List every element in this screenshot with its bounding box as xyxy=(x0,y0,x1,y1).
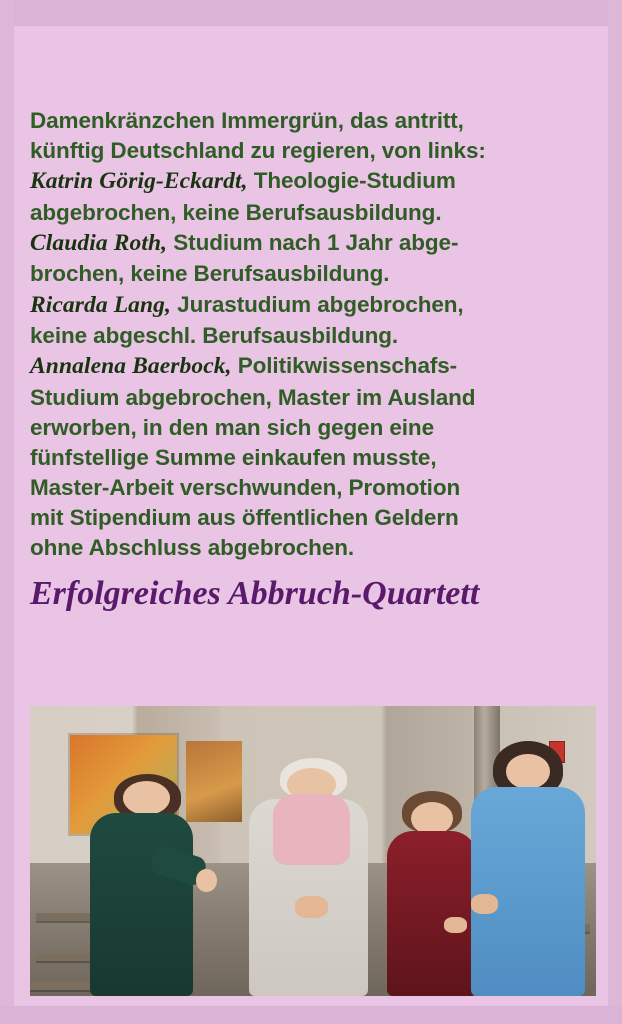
figure-white-coat xyxy=(234,758,387,996)
left-border-band xyxy=(0,0,14,1024)
hand xyxy=(196,869,217,892)
entry-2-line-2: brochen, keine Berufsausbildung. xyxy=(30,261,390,287)
poster-content xyxy=(14,26,608,1006)
entry-4-line-3: erworben, in den man sich gegen eine xyxy=(30,414,434,440)
entry-3-line-1 xyxy=(30,290,604,321)
entry-4-name: Annalena Baerbock, xyxy=(30,353,232,380)
scarf xyxy=(273,794,349,865)
entry-1-desc-1: Theologie-Studium xyxy=(247,168,456,194)
intro-line-2: künftig Deutschland zu regieren, von links: xyxy=(30,138,486,164)
entry-4-line-5: Master-Arbeit verschwunden, Promotion xyxy=(30,475,461,501)
group-photo xyxy=(30,706,596,996)
entry-1-name: Katrin Görig-Eckardt, xyxy=(30,168,248,195)
figure-blue-coat xyxy=(460,741,596,996)
head xyxy=(506,754,549,790)
poster-text-block xyxy=(14,26,608,563)
entry-3-desc-1: Jurastudium abgebrochen, xyxy=(171,291,464,317)
entry-3-name: Ricarda Lang, xyxy=(30,291,172,318)
entry-2-line-1 xyxy=(30,228,604,259)
entry-4-desc-1: Politikwissenschafs- xyxy=(231,353,458,379)
hand xyxy=(471,894,498,914)
entry-2-desc-1: Studium nach 1 Jahr abge- xyxy=(167,229,459,255)
figure-green-dress xyxy=(70,770,217,996)
photo-background xyxy=(30,706,596,996)
entry-4-line-6: mit Stipendium aus öffentlichen Geldern xyxy=(30,505,459,531)
entry-1-line-2: abgebrochen, keine Berufsausbildung. xyxy=(30,199,442,225)
entry-4-line-7: ohne Abschluss abgebrochen. xyxy=(30,535,355,561)
entry-2-name: Claudia Roth, xyxy=(30,229,168,256)
entry-1-line-1 xyxy=(30,166,604,197)
body xyxy=(90,813,193,996)
head xyxy=(123,781,170,815)
entry-4-line-2: Studium abgebrochen, Master im Ausland xyxy=(30,384,476,410)
body xyxy=(471,787,585,996)
intro-line-1: Damenkränzchen Immergrün, das antritt, xyxy=(30,108,464,133)
entry-4-line-1 xyxy=(30,351,604,382)
right-border-band xyxy=(608,0,622,1024)
hand xyxy=(295,896,329,917)
bottom-border-band xyxy=(0,1006,622,1024)
entry-4-line-4: fünfstellige Summe einkaufen musste, xyxy=(30,444,437,470)
entry-3-line-2: keine abgeschl. Berufsausbildung. xyxy=(30,323,399,349)
poster-headline: Erfolgreiches Abbruch-Quartett xyxy=(30,575,480,613)
top-border-band xyxy=(0,0,622,26)
